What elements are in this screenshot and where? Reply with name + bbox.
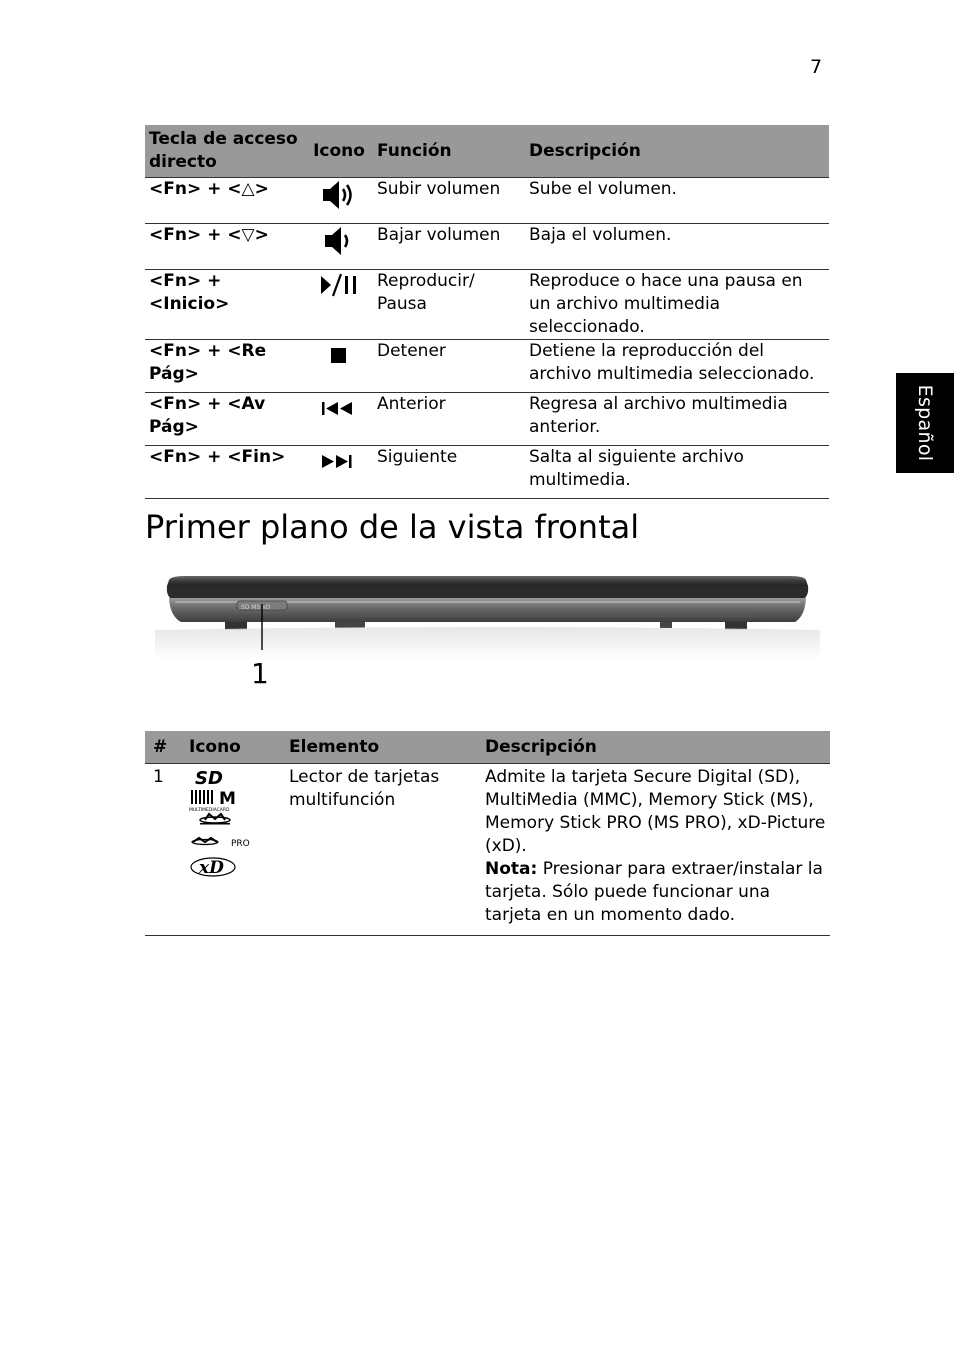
hotkey-description: Reproduce o hace una pausa en un archivo multimedia seleccionado.: [525, 270, 829, 340]
element-name: Lector de tarjetas multifunción: [285, 764, 481, 936]
hotkey-function: Siguiente: [373, 446, 525, 499]
description-text: Admite la tarjeta Secure Digital (SD), MultiMedia (MMC), Memory Stick (MS), Memory Stick PRO (MS PRO), xD-Picture (xD).: [485, 767, 826, 856]
header-icon: Icono: [305, 125, 373, 178]
header-number: #: [145, 731, 185, 764]
note-text: Presionar para extraer/instalar la tarjeta. Sólo puede funcionar una tarjeta en un momento dado.: [485, 859, 823, 925]
hotkey-function: Anterior: [373, 393, 525, 446]
hotkey-function: Reproducir/ Pausa: [373, 270, 525, 340]
laptop-front-view-illustration: [145, 572, 830, 662]
header-description: Descripción: [525, 125, 829, 178]
front-view-table: [145, 731, 830, 936]
hotkey-description: Salta al siguiente archivo multimedia.: [525, 446, 829, 499]
header-key: Tecla de acceso directo: [145, 125, 305, 178]
svg-text:SD: SD: [195, 768, 223, 789]
table-row: [145, 224, 829, 270]
svg-text:PRO: PRO: [231, 839, 250, 849]
hotkey-key: <Fn> + <Re Pág>: [145, 340, 305, 393]
hotkeys-table: [145, 125, 829, 499]
hotkey-key: <Fn> + <Fin>: [145, 446, 305, 499]
hotkey-description: Detiene la reproducción del archivo multimedia seleccionado.: [525, 340, 829, 393]
row-number: 1: [145, 764, 185, 936]
stop-icon: [305, 340, 373, 393]
hotkey-description: Baja el volumen.: [525, 224, 829, 270]
svg-text:xD: xD: [199, 858, 224, 878]
table-row: [145, 178, 829, 224]
hotkey-key: <Fn> + <▽>: [145, 224, 305, 270]
callout-number: 1: [251, 657, 269, 690]
hotkey-function: Subir volumen: [373, 178, 525, 224]
table-row: [145, 270, 829, 340]
hotkey-key: <Fn> + <△>: [145, 178, 305, 224]
card-reader-logos-icon: [185, 764, 285, 936]
svg-text:MULTIMEDIACARD: MULTIMEDIACARD: [189, 808, 230, 813]
header-description: Descripción: [481, 731, 830, 764]
page-number: 7: [810, 56, 823, 78]
front-header-row: [145, 731, 830, 764]
header-icon: Icono: [185, 731, 285, 764]
hotkey-function: Bajar volumen: [373, 224, 525, 270]
next-track-icon: [305, 446, 373, 499]
hotkey-description: Regresa al archivo multimedia anterior.: [525, 393, 829, 446]
table-row: [145, 446, 829, 499]
header-element: Elemento: [285, 731, 481, 764]
table-row: [145, 393, 829, 446]
language-tab-label: Español: [914, 384, 936, 462]
volume-down-icon: [305, 224, 373, 270]
volume-up-icon: [305, 178, 373, 224]
svg-text:M: M: [219, 789, 236, 809]
play-pause-icon: [305, 270, 373, 340]
note-label: Nota:: [485, 859, 538, 879]
table-row: [145, 340, 829, 393]
hotkey-key: <Fn> + <Av Pág>: [145, 393, 305, 446]
section-title: Primer plano de la vista frontal: [145, 508, 640, 546]
previous-track-icon: [305, 393, 373, 446]
hotkey-key: <Fn> + <Inicio>: [145, 270, 305, 340]
element-description: [481, 764, 830, 936]
table-row: [145, 764, 830, 936]
svg-text:SD MS xD: SD MS xD: [241, 604, 271, 611]
hotkey-description: Sube el volumen.: [525, 178, 829, 224]
header-function: Función: [373, 125, 525, 178]
language-tab: [896, 373, 954, 473]
hotkey-function: Detener: [373, 340, 525, 393]
hotkeys-header-row: [145, 125, 829, 178]
